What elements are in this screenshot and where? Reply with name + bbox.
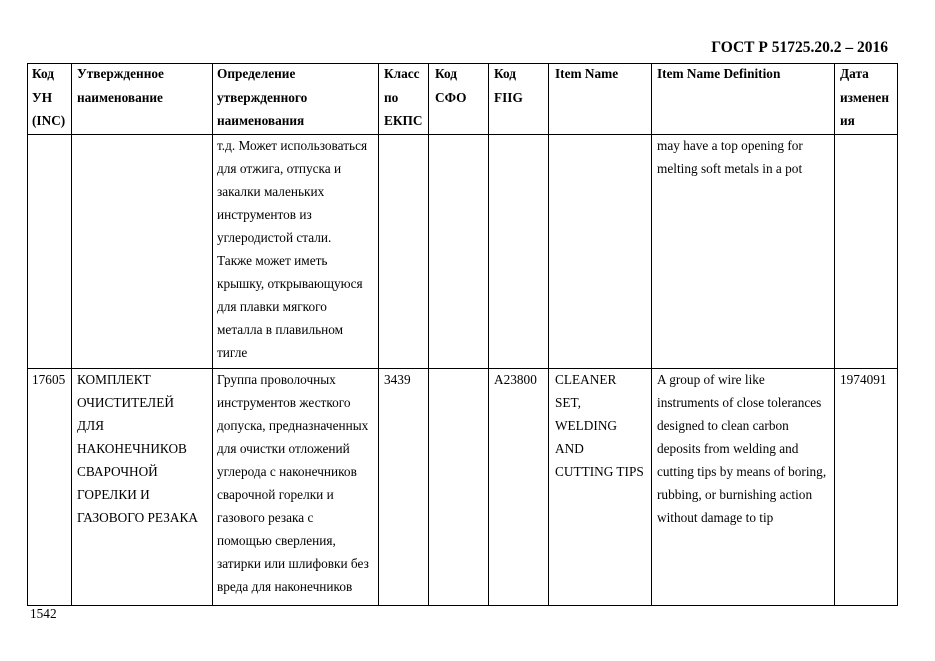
cell-ekps-class — [379, 135, 429, 369]
cell-approved-name — [72, 135, 213, 369]
cell-change-date: 1974091 — [835, 369, 898, 606]
cell-inc — [28, 135, 72, 369]
table-row — [28, 369, 898, 606]
cell-approved-name-definition: Группа проволочных инструментов жесткого допуска, предназначенных для очистки отложений углерода с наконечников сварочной горелки и газового резака с помощью сверления, затирки или шлифовки без вреда для наконечников — [213, 369, 379, 606]
header-ekps-class: Класс по ЕКПС — [379, 64, 429, 135]
cell-ekps-class: 3439 — [379, 369, 429, 606]
cell-sfo-code — [429, 135, 489, 369]
cell-item-name-definition: A group of wire like instruments of close tolerances designed to clean carbon deposits from welding and cutting tips by means of boring, rubbing, or burnishing action without damage to tip — [652, 369, 835, 606]
nomenclature-table — [27, 63, 898, 606]
cell-inc: 17605 — [28, 369, 72, 606]
table-header-row — [28, 64, 898, 135]
standard-designation: ГОСТ Р 51725.20.2 – 2016 — [711, 39, 888, 56]
header-approved-name-definition: Определение утвержденного наименования — [213, 64, 379, 135]
page-number: 1542 — [30, 606, 57, 621]
cell-fiig-code — [489, 135, 549, 369]
header-inc: Код УН (INC) — [28, 64, 72, 135]
table-row — [28, 135, 898, 369]
header-sfo-code: Код СФО — [429, 64, 489, 135]
header-item-name: Item Name — [549, 64, 652, 135]
header-change-date: Дата изменен ия — [835, 64, 898, 135]
header-approved-name: Утвержденное наименование — [72, 64, 213, 135]
cell-item-name-definition: may have a top opening for melting soft metals in a pot — [652, 135, 835, 369]
cell-change-date — [835, 135, 898, 369]
cell-fiig-code: A23800 — [489, 369, 549, 606]
cell-approved-name: КОМПЛЕКТ ОЧИСТИТЕЛЕЙ ДЛЯ НАКОНЕЧНИКОВ СВАРОЧНОЙ ГОРЕЛКИ И ГАЗОВОГО РЕЗАКА — [72, 369, 213, 606]
cell-sfo-code — [429, 369, 489, 606]
header-fiig-code: Код FIIG — [489, 64, 549, 135]
cell-item-name — [549, 135, 652, 369]
cell-approved-name-definition: т.д. Может использоваться для отжига, отпуска и закалки маленьких инструментов из углеродистой стали. Также может иметь крышку, открывающуюся для плавки мягкого металла в плавильном тигле — [213, 135, 379, 369]
cell-item-name: CLEANER SET, WELDING AND CUTTING TIPS — [549, 369, 652, 606]
header-item-name-definition: Item Name Definition — [652, 64, 835, 135]
